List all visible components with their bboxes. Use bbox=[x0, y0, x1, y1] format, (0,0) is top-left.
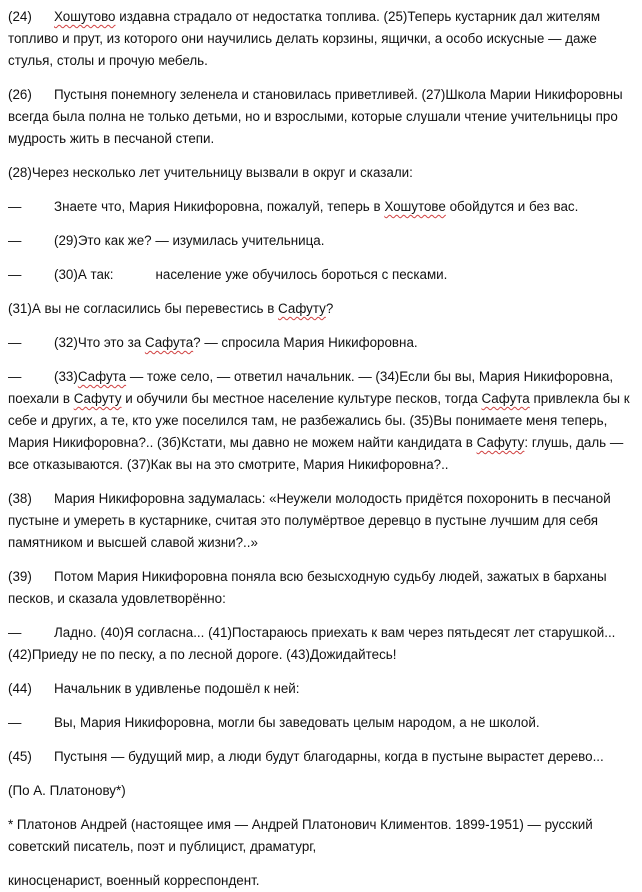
dialogue-text: ? — спросила Мария Никифоровна. bbox=[193, 335, 418, 350]
footnote bbox=[8, 814, 634, 858]
dialogue-text: (30)А так: bbox=[54, 267, 114, 282]
dialogue-text: : глушь, даль — все отказываются. (37)Как вы на это смотрите, Мария Никифоровна?.. bbox=[8, 435, 624, 472]
dialogue-dash: — bbox=[8, 267, 22, 282]
paragraph-39 bbox=[8, 566, 634, 610]
dialogue-line-1 bbox=[8, 196, 634, 218]
spellcheck-word: Сафута bbox=[144, 335, 194, 350]
dialogue-line-2 bbox=[8, 230, 634, 252]
paragraph-38 bbox=[8, 488, 634, 554]
dialogue-dash: — bbox=[8, 199, 22, 214]
dialogue-line-7 bbox=[8, 712, 634, 734]
spellcheck-word: Сафута bbox=[481, 391, 530, 406]
dialogue-dash: — bbox=[8, 233, 22, 248]
dialogue-dash: — bbox=[8, 335, 22, 350]
dialogue-text: и обучили бы местное население культуре песков, тогда bbox=[121, 391, 482, 406]
paragraph-31 bbox=[8, 298, 634, 320]
paragraph-text: (31)А вы не согласились бы перевестись в bbox=[8, 301, 279, 316]
dialogue-dash: — bbox=[8, 625, 22, 640]
paragraph-text: издавна страдало от недостатка топлива. (25)Теперь кустарник дал жителям топливо и прут, из которого они научились делать корзины, ящички, а особо искусные — даже стулья, столы и прочую мебель. bbox=[8, 9, 601, 68]
paragraph-text: Пустыня понемногу зеленела и становилась приветливей. (27)Школа Марии Никифоровны всегда была полна не только детьми, но и взрослыми, которые слушали чтение учительницы про мудрость жить в песчаной степи. bbox=[8, 87, 623, 146]
dialogue-line-4 bbox=[8, 332, 634, 354]
dialogue-text: привлекла бы к себе и других, а те, кто уже поселился там, не разбежались бы. (35)Вы понимаете меня теперь, Мария Никифоровна?.. (3б)Кстати, мы давно не можем найти кандидата в bbox=[8, 391, 630, 450]
dialogue-dash: — bbox=[8, 369, 22, 384]
sentence-number: (24) bbox=[8, 9, 32, 24]
spellcheck-word: Сафута bbox=[77, 369, 127, 384]
spellcheck-word: Хошутово bbox=[54, 9, 116, 24]
source-attribution bbox=[8, 780, 634, 802]
paragraph-24 bbox=[8, 6, 634, 72]
paragraph-text: ? bbox=[325, 301, 334, 316]
spellcheck-word: Хошутове bbox=[384, 199, 446, 214]
paragraph-text: Мария Никифоровна задумалась: «Неужели молодость придётся похоронить в песчаной пустыне и умереть в кустарнике, считая это полумёртвое деревцо в пустыне лучшим для себя памятником и высшей славой жизни?..» bbox=[8, 491, 611, 550]
dialogue-line-5 bbox=[8, 366, 634, 476]
dialogue-text: — тоже село, — ответил начальник. — (34)Если бы вы, Мария Никифоровна, поехали в bbox=[8, 369, 614, 406]
dialogue-text: население уже обучилось бороться с песками. bbox=[155, 267, 448, 282]
paragraph-text: (28)Через несколько лет учительницу вызвали в округ и сказали: bbox=[8, 165, 413, 180]
dialogue-text: обойдутся и без вас. bbox=[445, 199, 579, 214]
dialogue-text: Знаете что, Мария Никифоровна, пожалуй, теперь в bbox=[54, 199, 385, 214]
paragraph-text: Потом Мария Никифоровна поняла всю безысходную судьбу людей, зажатых в барханы песков, и сказала удовлетворённо: bbox=[8, 569, 607, 606]
spellcheck-word: Сафуту bbox=[73, 391, 122, 406]
dialogue-text: (32)Что это за bbox=[54, 335, 145, 350]
dialogue-dash: — bbox=[8, 715, 22, 730]
dialogue-line-6 bbox=[8, 622, 634, 666]
spellcheck-word: Сафуту bbox=[476, 435, 525, 450]
sentence-number: (39) bbox=[8, 569, 32, 584]
paragraph-45 bbox=[8, 746, 634, 768]
sentence-number: (45) bbox=[8, 749, 32, 764]
footnote-text: киносценарист, военный корреспондент. bbox=[8, 873, 260, 888]
paragraph-text: Пустыня — будущий мир, а люди будут благодарны, когда в пустыне вырастет дерево... bbox=[54, 749, 604, 764]
footnote-continuation bbox=[8, 870, 634, 892]
sentence-number: (26) bbox=[8, 87, 32, 102]
footnote-text: * Платонов Андрей (настоящее имя — Андрей Платонович Климентов. 1899-1951) — русский советский писатель, поэт и публицист, драматург, bbox=[8, 817, 593, 854]
paragraph-28 bbox=[8, 162, 634, 184]
sentence-number: (44) bbox=[8, 681, 32, 696]
dialogue-text: (33) bbox=[54, 369, 78, 384]
paragraph-26 bbox=[8, 84, 634, 150]
sentence-number: (38) bbox=[8, 491, 32, 506]
dialogue-line-3 bbox=[8, 264, 634, 286]
spellcheck-word: Сафуту bbox=[278, 301, 326, 316]
dialogue-text: Ладно. (40)Я согласна... (41)Постараюсь приехать к вам через пятьдесят лет старушкой... (42)Приеду не по песку, а по лесной дороге. (43)Дожидайтесь! bbox=[8, 625, 616, 662]
source-text: (По А. Платонову*) bbox=[8, 783, 126, 798]
paragraph-text: Начальник в удивленье подошёл к ней: bbox=[54, 681, 300, 696]
dialogue-text: (29)Это как же? — изумилась учительница. bbox=[54, 233, 325, 248]
dialogue-text: Вы, Мария Никифоровна, могли бы заведовать целым народом, а не школой. bbox=[54, 715, 540, 730]
paragraph-44 bbox=[8, 678, 634, 700]
